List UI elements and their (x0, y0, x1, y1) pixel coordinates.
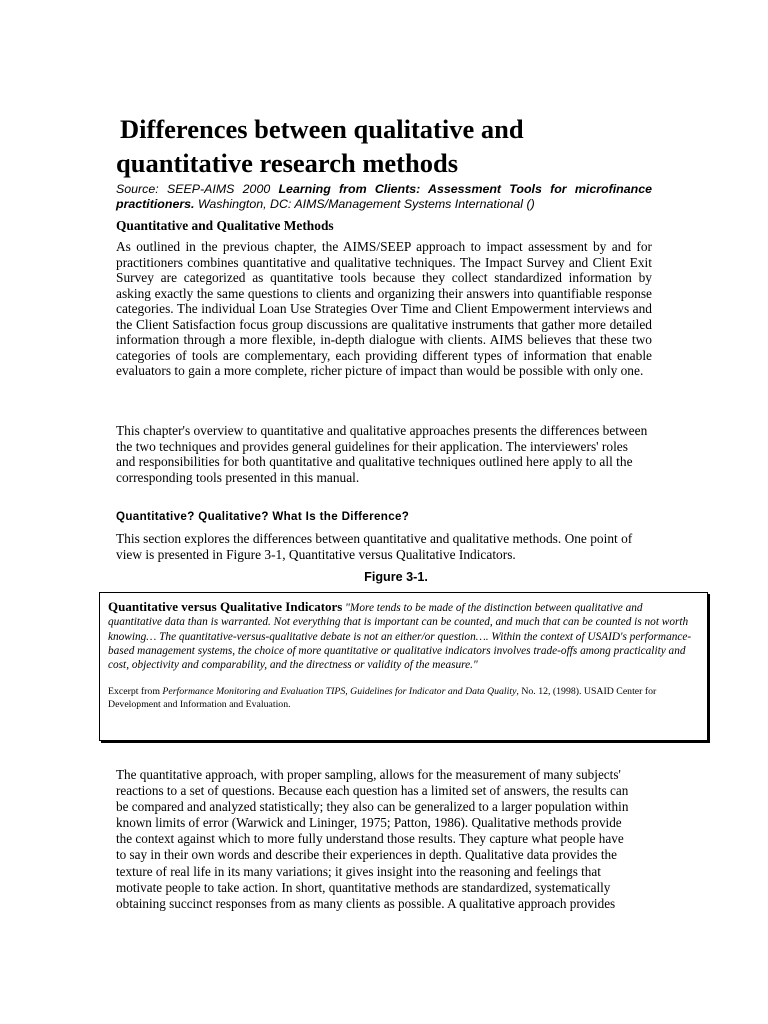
paragraph-4: The quantitative approach, with proper sampling, allows for the measurement of many subjects' reactions to a set of questions. Because each question has a limited set of answers, the results can be compared and analyzed statistically; they also can be generalized to a larger population within known limits of error (Warwick and Lininger, 1975; Patton, 1986). Qualitative methods provide the context against which to more fully understand those results. They capture what people have to say in their own words and describe their experiences in depth. Qualitative data provides the texture of real life in its many variations; it gives insight into the reasoning and feelings that motivate people to take action. In short, quantitative methods are standardized, systematically obtaining succinct responses from as many clients as possible. A qualitative approach provides (116, 767, 629, 911)
title-line-2: quantitative research methods (116, 148, 459, 178)
figure-box-title: Quantitative versus Qualitative Indicators (108, 599, 343, 614)
excerpt-suffix: , No. 12, (1998). USAID Center for Development and Information and Evaluation. (108, 686, 657, 711)
title-line-1: Differences between qualitative and (120, 114, 524, 144)
source-prefix: Source: SEEP-AIMS 2000 (116, 182, 279, 196)
paragraph-1: As outlined in the previous chapter, the AIMS/SEEP approach to impact assessment by and for practitioners combines quantitative and qualitative techniques. The Impact Survey and Client Exit Survey are categorized as quantitative tools because they collect standardized information by asking exactly the same questions to clients and organizing their answers into quantifiable response categories. The individual Loan Use Strategies Over Time and Client Empowerment interviews and the Client Satisfaction focus group discussions are qualitative instruments that gather more detailed information through a more flexible, in-depth dialogue with clients. AIMS believes that these two categories of tools are complementary, each providing different types of information that enable evaluators to gain a more complete, richer picture of impact than would be possible with only one. (116, 239, 652, 379)
excerpt-title: Performance Monitoring and Evaluation TIPS, Guidelines for Indicator and Data Quality (162, 686, 517, 698)
figure-quote (108, 600, 699, 672)
source-book-title: Learning from Clients: Assessment Tools for microfinance practitioners. (116, 182, 652, 211)
figure-quote-text: "More tends to be made of the distinction between qualitative and quantitative data than is warranted. Not everything that is important can be counted, and much that can be counted is not worth knowing… The quantitative-versus-qualitative debate is not an either/or question…. Within the context of USAID's performance-based management systems, the choice of more quantitative or qualitative indicators involves trade-offs among practicality and cost, objectivity and comparability, and the directness or validity of the measure." (108, 602, 692, 672)
question-heading: Quantitative? Qualitative? What Is the Difference? (116, 510, 410, 523)
excerpt-prefix: Excerpt from (108, 686, 163, 698)
page-title (116, 112, 716, 180)
paragraph-2: This chapter's overview to quantitative and qualitative approaches presents the differences between the two techniques and provides general guidelines for their application. The interviewers' roles and responsibilities for both quantitative and qualitative techniques outlined here apply to all the corresponding tools presented in this manual. (116, 423, 648, 485)
figure-label: Figure 3-1. (364, 570, 428, 584)
figure-box (99, 592, 708, 741)
paragraph-3: This section explores the differences between quantitative and qualitative methods. One point of view is presented in Figure 3-1, Quantitative versus Qualitative Indicators. (116, 531, 633, 562)
section-heading: Quantitative and Qualitative Methods (116, 218, 334, 233)
figure-excerpt (108, 686, 699, 711)
source-suffix: Washington, DC: AIMS/Management Systems International () (194, 196, 535, 211)
source-citation (116, 182, 652, 211)
